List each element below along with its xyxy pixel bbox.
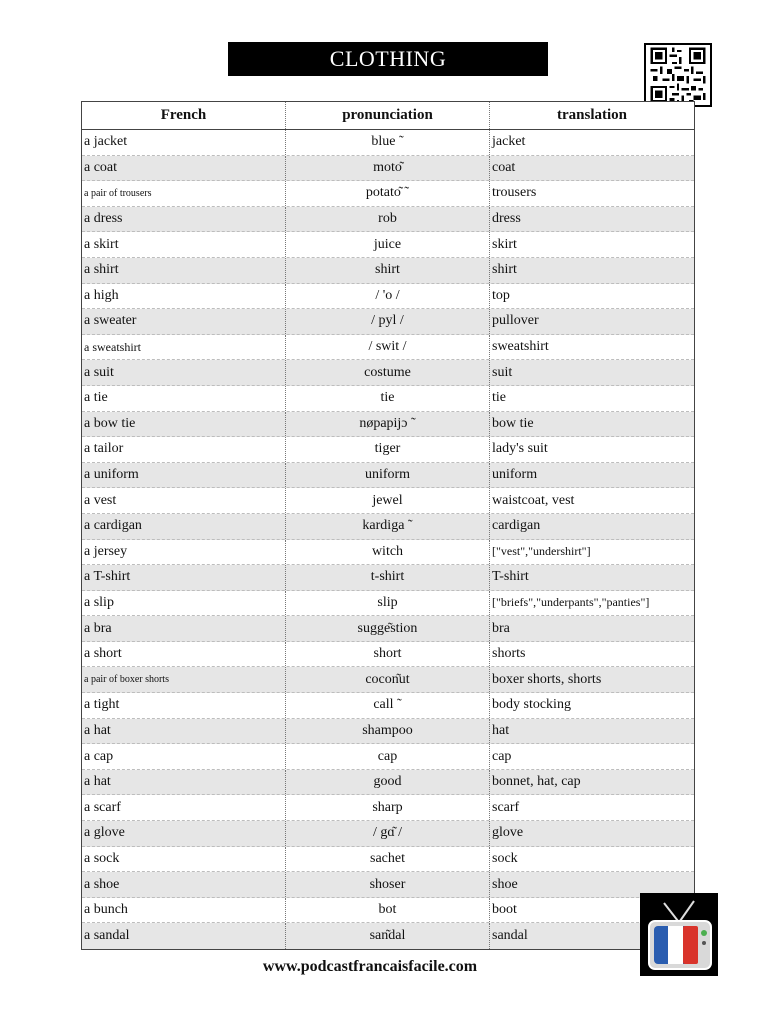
- pronunciation: / gɑ͂ /: [286, 821, 490, 846]
- french-word: a shoe: [82, 872, 286, 897]
- french-word: a sandal: [82, 923, 286, 949]
- translation: cardigan: [492, 518, 541, 534]
- translation: body stocking: [492, 697, 571, 713]
- table-row: [82, 642, 694, 668]
- pronunciation: sharp: [286, 795, 490, 820]
- tv-logo-icon: [640, 893, 718, 976]
- table-row: [82, 207, 694, 233]
- table-row: [82, 591, 694, 617]
- translation: skirt: [492, 236, 517, 252]
- pronunciation: rob: [286, 207, 490, 232]
- table-row: [82, 616, 694, 642]
- translation: cap: [492, 748, 512, 764]
- french-word: a bow tie: [82, 412, 286, 437]
- table-row: [82, 872, 694, 898]
- translation: tie: [492, 390, 506, 406]
- table-row: [82, 258, 694, 284]
- table-row: [82, 847, 694, 873]
- translation: T-shirt: [492, 569, 529, 585]
- french-word: a coat: [82, 156, 286, 181]
- table-row: [82, 232, 694, 258]
- french-word: a hat: [82, 770, 286, 795]
- table-row: [82, 565, 694, 591]
- pronunciation: cocon͂ut: [286, 667, 490, 692]
- translation: shorts: [492, 646, 526, 662]
- pronunciation: kardiga ˜: [286, 514, 490, 539]
- translation: coat: [492, 159, 516, 175]
- pronunciation: jewel: [286, 488, 490, 513]
- translation: sandal: [492, 928, 528, 944]
- translation: top: [492, 287, 510, 303]
- pronunciation: potato͂ ˜: [286, 181, 490, 206]
- table-row: [82, 667, 694, 693]
- vocabulary-table: [81, 101, 695, 950]
- french-word: a jersey: [82, 540, 286, 565]
- french-word: a hat: [82, 719, 286, 744]
- table-header: [82, 102, 694, 130]
- translation: sock: [492, 850, 518, 866]
- table-row: [82, 923, 694, 949]
- french-word: a short: [82, 642, 286, 667]
- translation: glove: [492, 825, 524, 841]
- translation: scarf: [492, 799, 520, 815]
- french-word: a pair of boxer shorts: [82, 667, 286, 692]
- pronunciation: cap: [286, 744, 490, 769]
- french-word: a slip: [82, 591, 286, 616]
- table-row: [82, 719, 694, 745]
- french-word: a sock: [82, 847, 286, 872]
- pronunciation: sugge͂stion: [286, 616, 490, 641]
- french-word: a sweatshirt: [82, 335, 286, 360]
- pronunciation: costume: [286, 360, 490, 385]
- translation: uniform: [492, 467, 538, 483]
- pronunciation: sachet: [286, 847, 490, 872]
- french-word: a vest: [82, 488, 286, 513]
- translation: suit: [492, 364, 513, 380]
- pronunciation: nøpapijɔ ˜: [286, 412, 490, 437]
- french-word: a suit: [82, 360, 286, 385]
- footer-url: www.podcastfrancaisfacile.com: [262, 958, 478, 975]
- table-row: [82, 898, 694, 924]
- translation: shirt: [492, 262, 517, 278]
- translation: bonnet, hat, cap: [492, 774, 581, 790]
- table-row: [82, 821, 694, 847]
- table-row: [82, 770, 694, 796]
- pronunciation: short: [286, 642, 490, 667]
- table-row: [82, 795, 694, 821]
- pronunciation: juice: [286, 232, 490, 257]
- pronunciation: shoser: [286, 872, 490, 897]
- translation: ["briefs","underpants","panties"]: [492, 595, 650, 610]
- table-row: [82, 437, 694, 463]
- translation: jacket: [492, 134, 526, 150]
- page-title: CLOTHING: [228, 42, 548, 76]
- column-header-french: French: [82, 102, 286, 129]
- pronunciation: / swit /: [286, 335, 490, 360]
- french-word: a cardigan: [82, 514, 286, 539]
- qr-code-icon: [644, 43, 712, 107]
- french-word: a dress: [82, 207, 286, 232]
- table-row: [82, 744, 694, 770]
- table-row: [82, 488, 694, 514]
- pronunciation: uniform: [286, 463, 490, 488]
- translation: lady's suit: [492, 441, 548, 457]
- french-word: a bunch: [82, 898, 286, 923]
- translation: boot: [492, 902, 517, 918]
- pronunciation: blue ˜: [286, 130, 490, 155]
- table-row: [82, 386, 694, 412]
- pronunciation: moto͂: [286, 156, 490, 181]
- french-word: a skirt: [82, 232, 286, 257]
- translation: boxer shorts, shorts: [492, 671, 602, 687]
- pronunciation: shampoo: [286, 719, 490, 744]
- pronunciation: t-shirt: [286, 565, 490, 590]
- french-word: a bra: [82, 616, 286, 641]
- french-word: a tailor: [82, 437, 286, 462]
- translation: sweatshirt: [492, 339, 549, 355]
- table-row: [82, 181, 694, 207]
- pronunciation: tie: [286, 386, 490, 411]
- translation: hat: [492, 722, 510, 738]
- table-row: [82, 693, 694, 719]
- french-word: a scarf: [82, 795, 286, 820]
- french-word: a cap: [82, 744, 286, 769]
- table-row: [82, 360, 694, 386]
- pronunciation: witch: [286, 540, 490, 565]
- pronunciation: slip: [286, 591, 490, 616]
- french-word: a sweater: [82, 309, 286, 334]
- table-row: [82, 309, 694, 335]
- table-row: [82, 463, 694, 489]
- pronunciation: bot: [286, 898, 490, 923]
- translation: dress: [492, 211, 521, 227]
- translation: bow tie: [492, 415, 534, 431]
- pronunciation: / pyl /: [286, 309, 490, 334]
- pronunciation: call ˜: [286, 693, 490, 718]
- translation: pullover: [492, 313, 539, 329]
- table-row: [82, 540, 694, 566]
- french-word: a high: [82, 284, 286, 309]
- table-row: [82, 130, 694, 156]
- translation: trousers: [492, 185, 537, 201]
- column-header-pronunciation: pronunciation: [286, 102, 490, 129]
- french-word: a tie: [82, 386, 286, 411]
- french-word: a uniform: [82, 463, 286, 488]
- table-row: [82, 335, 694, 361]
- translation: shoe: [492, 876, 518, 892]
- pronunciation: shirt: [286, 258, 490, 283]
- table-row: [82, 412, 694, 438]
- column-header-translation: translation: [556, 107, 627, 123]
- french-word: a jacket: [82, 130, 286, 155]
- translation: bra: [492, 620, 510, 636]
- french-word: a tight: [82, 693, 286, 718]
- french-word: a glove: [82, 821, 286, 846]
- pronunciation: tiger: [286, 437, 490, 462]
- table-row: [82, 156, 694, 182]
- table-row: [82, 284, 694, 310]
- pronunciation: good: [286, 770, 490, 795]
- translation: ["vest","undershirt"]: [492, 544, 591, 559]
- french-word: a shirt: [82, 258, 286, 283]
- french-word: a T-shirt: [82, 565, 286, 590]
- table-row: [82, 514, 694, 540]
- pronunciation: san͂dal: [286, 923, 490, 949]
- french-word: a pair of trousers: [82, 181, 286, 206]
- pronunciation: / 'o /: [286, 284, 490, 309]
- translation: waistcoat, vest: [492, 492, 575, 508]
